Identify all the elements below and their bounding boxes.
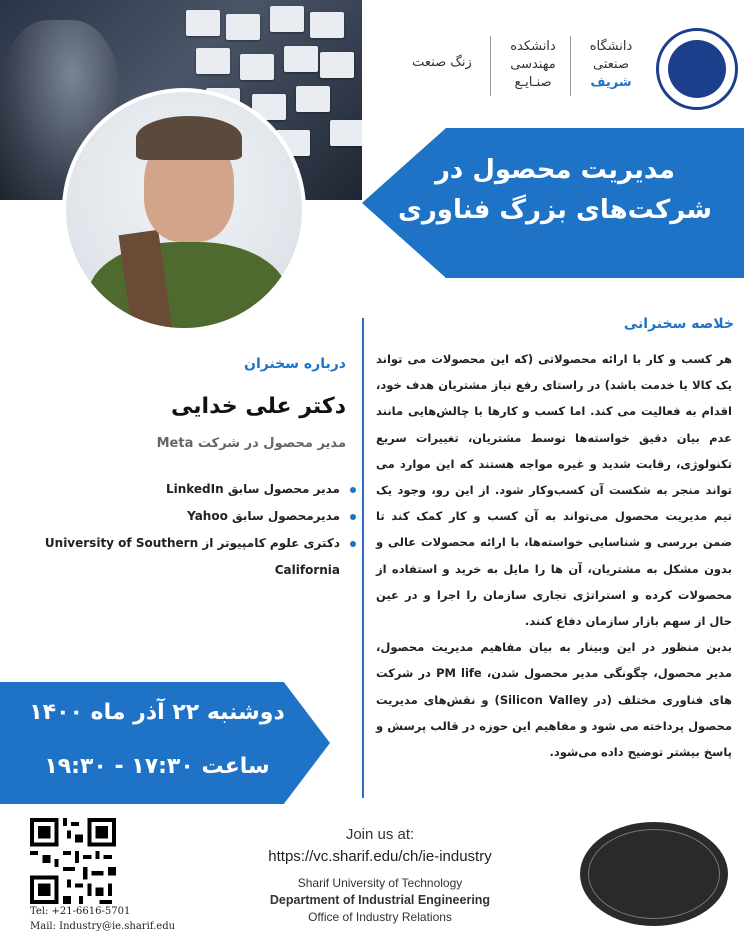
sharif-logo-emblem	[668, 40, 726, 98]
faculty-logo-text	[500, 38, 566, 92]
credential-text: مدیرمحصول سابق Yahoo	[187, 509, 340, 523]
column-divider	[362, 318, 364, 798]
university-line-3: شریف	[590, 75, 632, 90]
event-title-line-1: مدیریت محصول در	[434, 155, 676, 185]
speaker-credentials	[44, 476, 356, 584]
calligraphy-seal	[580, 822, 728, 926]
university-name: Sharif University of Technology	[297, 876, 463, 890]
bell-logo-text: زنگ صنعت	[412, 55, 472, 70]
event-date: دوشنبه ۲۲ آذر ماه ۱۴۰۰	[29, 700, 285, 725]
university-logo-text	[578, 38, 644, 92]
list-item	[44, 530, 356, 584]
qr-code[interactable]	[30, 818, 116, 904]
office-name: Office of Industry Relations	[308, 910, 452, 924]
credential-text: مدیر محصول سابق LinkedIn	[165, 482, 340, 496]
university-line-2: صنعتی	[593, 57, 629, 72]
webinar-link[interactable]: https://vc.sharif.edu/ch/ie-industry	[268, 848, 492, 865]
faculty-line-3: صنـایـع	[514, 75, 552, 90]
join-label: Join us at:	[345, 826, 415, 843]
abstract-paragraph-2: بدین منظور در این وبینار به بیان مفاهیم مدیریت محصول، مدیر محصول، چگونگی مدیر محصول شدن، PM life در شرکت های فناوری مختلف (در Silicon Valley) و نقش‌های مدیریت محصول پرداخته می شود و مفاهیم این حوزه در قالب پرسش و پاسخ بیشتر توضیح داده می‌شود.	[376, 640, 733, 760]
logo-divider	[490, 36, 491, 96]
bullet-icon	[350, 514, 356, 520]
bullet-icon	[350, 541, 356, 547]
contact-phone: Tel: +21-6616-5701	[30, 906, 131, 917]
contact-email[interactable]: Mail: Industry@ie.sharif.edu	[30, 921, 176, 932]
sharif-logo	[656, 28, 738, 110]
faculty-line-1: دانشکده	[510, 39, 556, 54]
speaker-role: مدیر محصول در شرکت Meta	[156, 436, 346, 451]
bullet-icon	[350, 487, 356, 493]
speaker-heading: درباره سخنران	[244, 356, 346, 372]
abstract-text	[376, 346, 732, 765]
speaker-photo	[66, 92, 302, 328]
list-item	[44, 476, 356, 503]
event-title-line-2: شرکت‌های بزرگ فناوری	[398, 195, 712, 225]
logo-divider	[570, 36, 571, 96]
abstract-heading: خلاصه سخنرانی	[623, 316, 734, 332]
event-title	[380, 150, 730, 230]
event-time: ساعت ۱۷:۳۰ - ۱۹:۳۰	[44, 754, 270, 779]
department-name: Department of Industrial Engineering	[269, 893, 491, 907]
speaker-name: دکتر علی خدایی	[171, 394, 346, 419]
seal-border	[588, 829, 720, 919]
abstract-paragraph-1: هر کسب و کار با ارائه محصولاتی (که این محصولات می تواند یک کالا یا خدمت باشد) در راستای رفع نیاز مشتریان هدف خود، اقدام به فعالیت می کند. اما کسب و کارها با چالش‌هایی مانند عدم بیان دقیق خواسته‌ها توسط مشتریان، تغییرات سریع تکنولوژی، رقابت شدید و غیره مواجه هستند که این موارد می تواند منجر به شکست آن کسب‌وکار شود. از این رو، وجود یک تیم مدیریت محصول می‌تواند به آن کسب و کار کمک کند تا ضمن بررسی و شناسایی خواسته‌ها، با ارائه محصولات عالی و بدون مشکل به مشتریان، آن ها را مایل به خرید و استفاده از محصولات کرده و استراتژی تجاری سازمان را اجرا و در عین حال از سهم بازار سازمان دفاع کنند.	[376, 352, 732, 629]
university-line-1: دانشگاه	[589, 39, 633, 54]
credential-text: دکتری علوم کامپیوتر از University of Southern California	[44, 536, 340, 577]
list-item	[44, 503, 356, 530]
faculty-line-2: مهندسی	[510, 57, 556, 72]
